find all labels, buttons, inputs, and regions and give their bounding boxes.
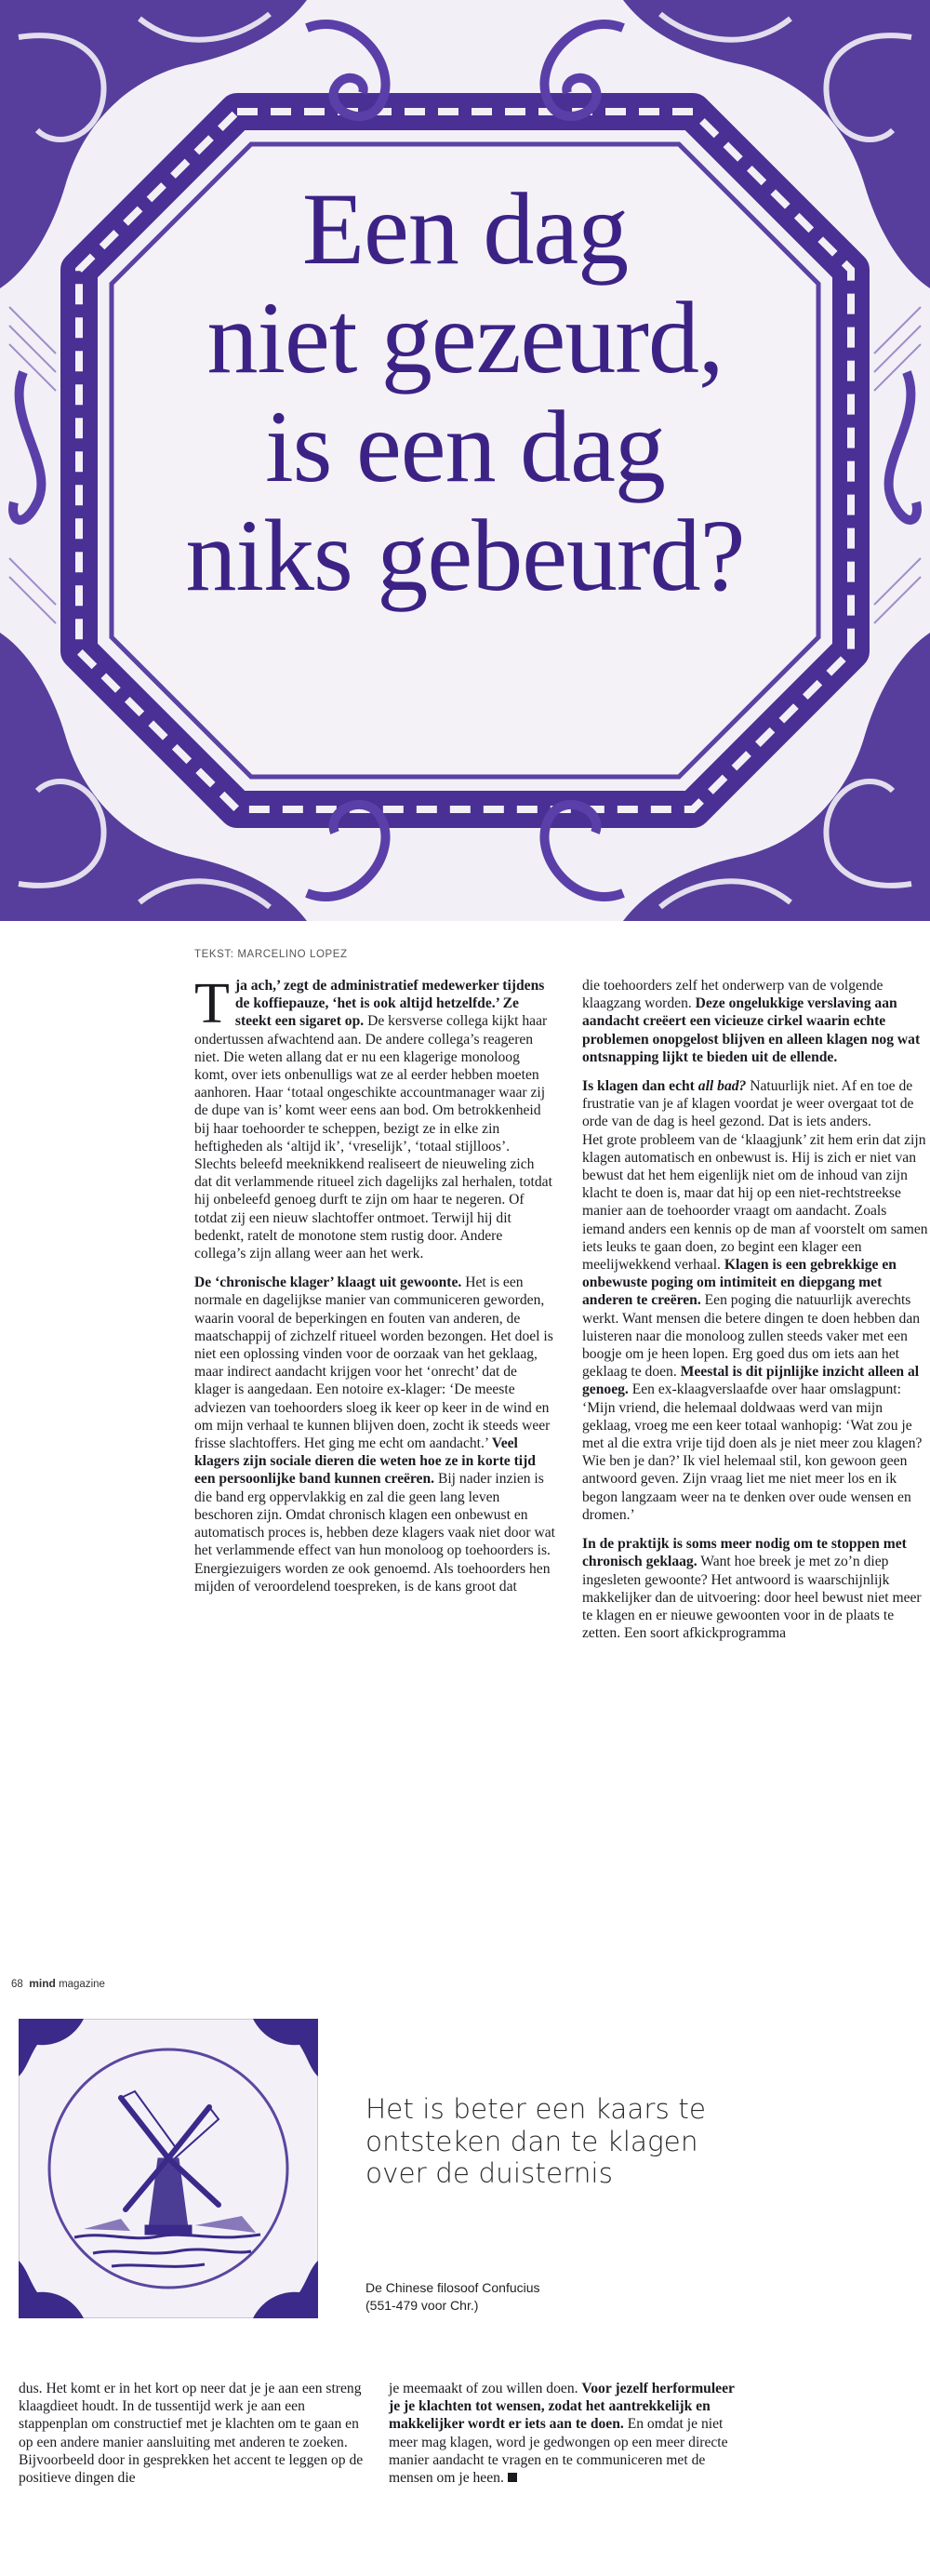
hero-tile [0, 0, 930, 921]
quote-attribution-name: De Chinese filosoof Confucius [365, 2280, 540, 2295]
subhead-in-de-praktijk: In de praktijk is soms meer nodig om te stoppen met chronisch geklaag. [582, 1536, 907, 1570]
article-column-1 [194, 972, 555, 1595]
col2-paragraph-4 [582, 1535, 930, 1642]
quote-attribution-dates: (551-479 voor Chr.) [365, 2298, 479, 2313]
page-number: 68 [11, 1979, 23, 1990]
paragraph-2 [194, 1274, 555, 1595]
magazine-brand-suffix: magazine [59, 1979, 105, 1990]
col2-text-3c: Een ex-klaagverslaafde over haar omslagpunt: ‘Mijn vriend, die helemaal doldwaas werd van mijn geklaag, vroeg me een keer totaal wanhopig: ‘Wat zou je met al die extra vrije tijd doen als je niet meer zou klagen? Wie ben je dan?’ Ik viel helemaal stil, kon gewoon geen antwoord geven. Zijn vraag liet me niet meer los en ik begon langzaam weer na te denken over oude wensen en dromen.’ [582, 1381, 923, 1523]
highlight-pijnlijk-inzicht: Meestal is dit pijnlijke inzicht alleen al genoeg. [582, 1364, 920, 1398]
col2-text-3: Het grote probleem van de ‘klaagjunk’ zit hem erin dat zijn klagen automatisch en onbewust is. Hij is zich er niet van bewust dat het hem eigenlijk niet om de inhoud van zijn klacht te doen is, maar dat hij op een niet-rechtstreekse manier aan de toehoorder vraagt om aandacht. Zoals iemand anders een kennis op de man af voorstelt om samen iets leuks te gaan doen, zo begint een klager een meelijwekkend verhaal. [582, 1131, 928, 1274]
headline-line-4: niks gebeurd? [185, 499, 745, 612]
lede-paragraph [194, 972, 555, 1262]
magazine-brand: mind [29, 1977, 56, 1990]
page2-column-2 [389, 2380, 738, 2487]
end-mark-icon [508, 2473, 517, 2482]
col2-paragraph-1 [582, 977, 930, 1066]
highlight-herformuleer: Voor jezelf herformuleer je je klachten tot wensen, zodat het aantrekkelijk en makkelijker wordt er iets aan te doen. [389, 2381, 735, 2433]
col2-text-2: Natuurlijk niet. Af en toe de frustratie van je af klagen voordat je weer overgaat tot de orde van de dag is heel gezond. Dat is iets anders. [582, 1078, 914, 1130]
windmill-tile-image [19, 2019, 318, 2318]
highlight-sociale-dieren: Veel klagers zijn sociale dieren die weten hoe ze in korte tijd een persoonlijke band kunnen creëren. [194, 1435, 536, 1488]
subhead-is-klagen: Is klagen dan echt [582, 1078, 698, 1095]
page2-column-1 [19, 2380, 370, 2487]
page2-paragraph-2 [389, 2380, 738, 2487]
page2-text-b: En omdat je niet meer mag klagen, word je gedwongen op een meer directe manier aandacht te vragen en te communiceren met de mensen om je heen. [389, 2416, 728, 2487]
col2-text-1: die toehoorders zelf het onderwerp van de volgende klaagzang worden. [582, 978, 884, 1012]
lede-text: ja ach,’ zegt de administratief medewerker tijdens de koffiepauze, ‘het is ook altijd hetzelfde.’ Ze steekt een sigaret op. [234, 978, 545, 1030]
subhead-all-bad: all bad? [698, 1078, 747, 1095]
col2-paragraph-2 [582, 1077, 930, 1524]
col2-text-3b: Een poging die natuurlijk averechts werkt. Want mensen die betere dingen te doen hebben dan luisteren naar die monoloog zullen steeds vaker met een boogje om je heen lopen. Erg goed dus om iets aan het geklaag te doen. [582, 1292, 921, 1381]
headline-line-3: is een dag [265, 390, 665, 503]
quote-attribution [365, 2279, 644, 2315]
paragraph-2-text: Het is een normale en dagelijkse manier van communiceren geworden, waarin vooral de beperkingen en fouten van anderen, de maatschappij of zichzelf ritueel worden bezongen. Het doel is niet een oplossing vinden voor de oorzaak van het geklaag, maar indirect aandacht krijgen voor het ‘onrecht’ dat de klager is aangedaan. Een notoire ex-klager: ‘De meeste adviezen van toehoorders sloeg ik keer op keer in de wind en om mijn verhaal te kunnen blijven doen, zocht ik steeds weer frisse slachtoffers. Het ging me echt om aandacht.’ [194, 1275, 553, 1452]
paragraph-1: De kersverse collega kijkt haar ondertussen afwachtend aan. De andere collega’s reageren niet. Die weten allang dat er nu een klagerige monoloog komt, over iets onbenulligs wat ze al eerder hebben moeten aanhoren. Haar ‘totaal ongeschikte accountmanager waar zij de dupe van is’ komt weer eens aan bod. Om betrokkenheid bij haar toehoorder te scheppen, bezigt ze in elke zin heftigheden als ‘altijd ik’, ‘vreselijk’, ‘totaal stijlloos’. Slechts beleefd meeknikkend realiseert de nieuweling zich dat dit verlammende ritueel zich dagelijks zal herhalen, totdat hij onbeleefd genoeg durft te zijn om haar te negeren. Of totdat zij een nieuw slachtoffer ontmoet. Terwijl hij dit bedenkt, ratelt de monotone stem rustig door. Andere collega’s zijn allang weer aan het werk. [194, 1013, 552, 1262]
headline [93, 172, 837, 612]
drop-cap: T [194, 972, 230, 1035]
headline-line-2: niet gezeurd, [206, 281, 724, 394]
page2-text-a: je meemaakt of zou willen doen. [389, 2381, 582, 2396]
col2-text-4: Want hoe breek je met zo’n diep ingesleten gewoonte? Het antwoord is waarschijnlijk makkelijker dan de uitvoering: door heel bewust niet meer te klagen en er nieuwe gewoonten voor in de plaats te zetten. Een soort afkickprogramma [582, 1554, 922, 1642]
pull-quote: Het is beter een kaars te ontsteken dan te klagen over de duisternis [365, 2093, 706, 2189]
subhead-chronische-klager: De ‘chronische klager’ klaagt uit gewoonte. [194, 1275, 462, 1291]
headline-line-1: Een dag [301, 172, 629, 286]
page2-paragraph-1: dus. Het komt er in het kort op neer dat je je aan een streng klaagdieet houdt. In de tussentijd werk je aan een stappenplan om constructief met je klachten om te gaan en op een andere manier aansluiting met anderen te zoeken. Bijvoorbeeld door in gesprekken het accent te leggen op de positieve dingen die [19, 2381, 364, 2487]
highlight-gebrekkige-poging: Klagen is een gebrekkige en onbewuste poging om intimiteit en diepgang met anderen te creëren. [582, 1257, 897, 1309]
page-footer [11, 1977, 105, 1990]
article-column-2 [582, 977, 930, 1642]
author-credit: TEKST: MARCELINO LOPEZ [194, 949, 348, 960]
paragraph-2-end: Bij nader inzien is die band erg oppervlakkig en zal die geen lang leven beschoren zijn. Omdat chronisch klagen een onbewust en automatisch proces is, hebben deze klagers vaak niet door wat het verlammende effect van hun monoloog op toehoorders is. Energiezuigers worden ze ook genoemd. Als toehoorders hen mijden of veroordelend toespreken, is de kans groot dat [194, 1471, 555, 1595]
highlight-verslaving: Deze ongelukkige verslaving aan aandacht creëert een vicieuze cirkel waarin echte problemen onopgelost blijven en alleen klagen nog wat ontsnapping lijkt te bieden uit de ellende. [582, 995, 921, 1065]
